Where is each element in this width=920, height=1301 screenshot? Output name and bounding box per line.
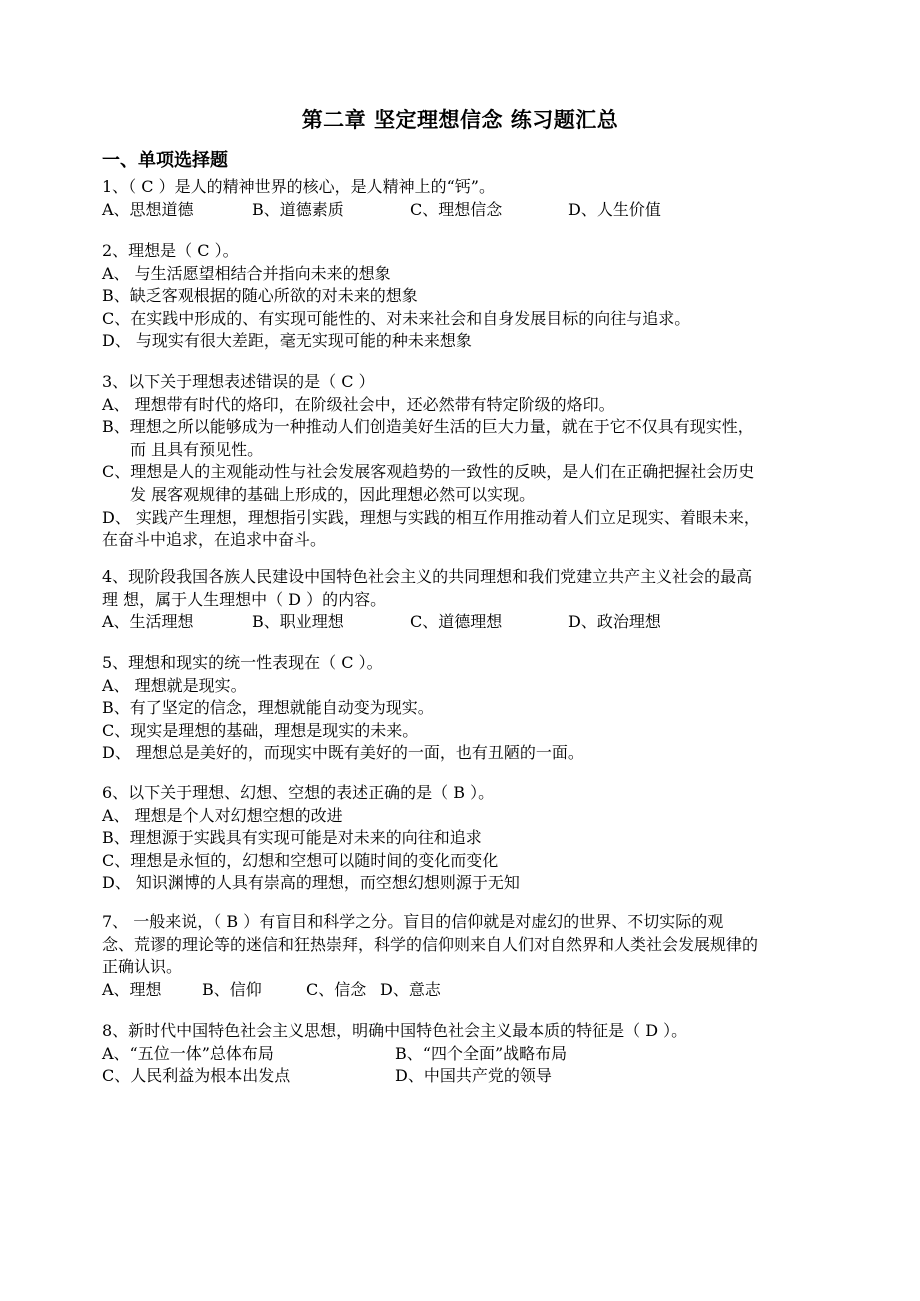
option-c: C、理想是永恒的，幻想和空想可以随时间的变化而变化 (102, 850, 499, 870)
question-3 (102, 371, 822, 552)
option-d: D、政治理想 (568, 612, 661, 632)
option-c: C、道德理想 (410, 612, 503, 632)
option-row (102, 1043, 822, 1066)
option-b: B、信仰 (202, 979, 262, 999)
option-d: D、人生价值 (568, 199, 661, 219)
question-1 (102, 176, 822, 221)
option-a: A、 理想带有时代的烙印，在阶级社会中，还必然带有特定阶级的烙印。 (102, 394, 615, 414)
option-c-continued: 发 展客观规律的基础上形成的，因此理想必然可以实现。 (130, 484, 536, 504)
option-c: C、理想信念 (410, 199, 503, 219)
question-stem: 6、以下关于理想、幻想、空想的表述正确的是（ B ）。 (102, 783, 495, 802)
option-d: D、中国共产党的领导 (395, 1066, 552, 1086)
question-7 (102, 911, 822, 1001)
question-4 (102, 566, 822, 634)
option-b: B、“四个全面”战略布局 (395, 1043, 568, 1063)
question-stem-continued: 理 想，属于人生理想中（ D ）的内容。 (102, 589, 387, 609)
option-d-continued: 在奋斗中追求，在追求中奋斗。 (102, 530, 327, 550)
option-b: B、道德素质 (252, 199, 344, 219)
option-c: C、人民利益为根本出发点 (102, 1066, 291, 1086)
section-heading: 一、单项选择题 (102, 150, 228, 171)
option-row (102, 979, 822, 1002)
question-stem: 3、以下关于理想表述错误的是（ C ） (102, 372, 375, 391)
option-c: C、信念 (306, 979, 367, 999)
question-stem: 1、（ C ）是人的精神世界的核心，是人精神上的“钙”。 (102, 177, 495, 196)
option-d: D、意志 (380, 979, 441, 999)
question-stem: 7、 一般来说，（ B ）有盲目和科学之分。盲目的信仰就是对虚幻的世界、不切实际的观 (102, 912, 724, 931)
question-stem: 5、理想和现实的统一性表现在（ C ）。 (102, 653, 383, 672)
option-b: B、有了坚定的信念，理想就能自动变为现实。 (102, 698, 434, 718)
option-d: D、 与现实有很大差距，毫无实现可能的种未来想象 (102, 331, 472, 351)
option-a: A、 理想是个人对幻想空想的改进 (102, 805, 343, 825)
option-b-continued: 而 且具有预见性。 (130, 439, 264, 459)
option-d: D、 知识渊博的人具有崇高的理想，而空想幻想则源于无知 (102, 873, 520, 893)
option-row (102, 1065, 822, 1088)
question-stem: 8、新时代中国特色社会主义思想，明确中国特色社会主义最本质的特征是（ D ）。 (102, 1021, 688, 1040)
question-2 (102, 240, 822, 353)
option-a: A、思想道德 (102, 199, 194, 219)
document-title: 第二章 坚定理想信念 练习题汇总 (301, 108, 619, 132)
question-stem: 2、理想是（ C ）。 (102, 241, 239, 260)
option-d: D、 实践产生理想，理想指引实践，理想与实践的相互作用推动着人们立足现实、着眼未来， (102, 507, 760, 527)
option-b: B、理想之所以能够成为一种推动人们创造美好生活的巨大力量，就在于它不仅具有现实性， (102, 417, 754, 437)
option-c: C、在实践中形成的、有实现可能性的、对未来社会和自身发展目标的向往与追求。 (102, 308, 691, 328)
option-b: B、理想源于实践具有实现可能是对未来的向往和追求 (102, 828, 482, 848)
option-b: B、缺乏客观根据的随心所欲的对未来的想象 (102, 286, 418, 306)
option-a: A、 与生活愿望相结合并指向未来的想象 (102, 263, 391, 283)
option-row (102, 611, 822, 634)
option-a: A、理想 (102, 979, 162, 999)
question-5 (102, 652, 822, 765)
option-c: C、现实是理想的基础，理想是现实的未来。 (102, 720, 419, 740)
question-6 (102, 782, 822, 895)
option-d: D、 理想总是美好的，而现实中既有美好的一面，也有丑陋的一面。 (102, 743, 584, 763)
question-stem: 4、现阶段我国各族人民建设中国特色社会主义的共同理想和我们党建立共产主义社会的最高 (102, 567, 753, 586)
question-stem-continued: 念、荒谬的理论等的迷信和狂热崇拜，科学的信仰则来自人们对自然界和人类社会发展规律的 (102, 934, 759, 954)
option-a: A、“五位一体”总体布局 (102, 1043, 274, 1063)
question-8 (102, 1020, 822, 1088)
option-b: B、职业理想 (252, 612, 344, 632)
option-row (102, 199, 822, 222)
question-stem-continued: 正确认识。 (102, 957, 183, 977)
option-c: C、理想是人的主观能动性与社会发展客观趋势的一致性的反映，是人们在正确把握社会历史 (102, 462, 755, 482)
option-a: A、 理想就是现实。 (102, 675, 247, 695)
option-a: A、生活理想 (102, 612, 194, 632)
